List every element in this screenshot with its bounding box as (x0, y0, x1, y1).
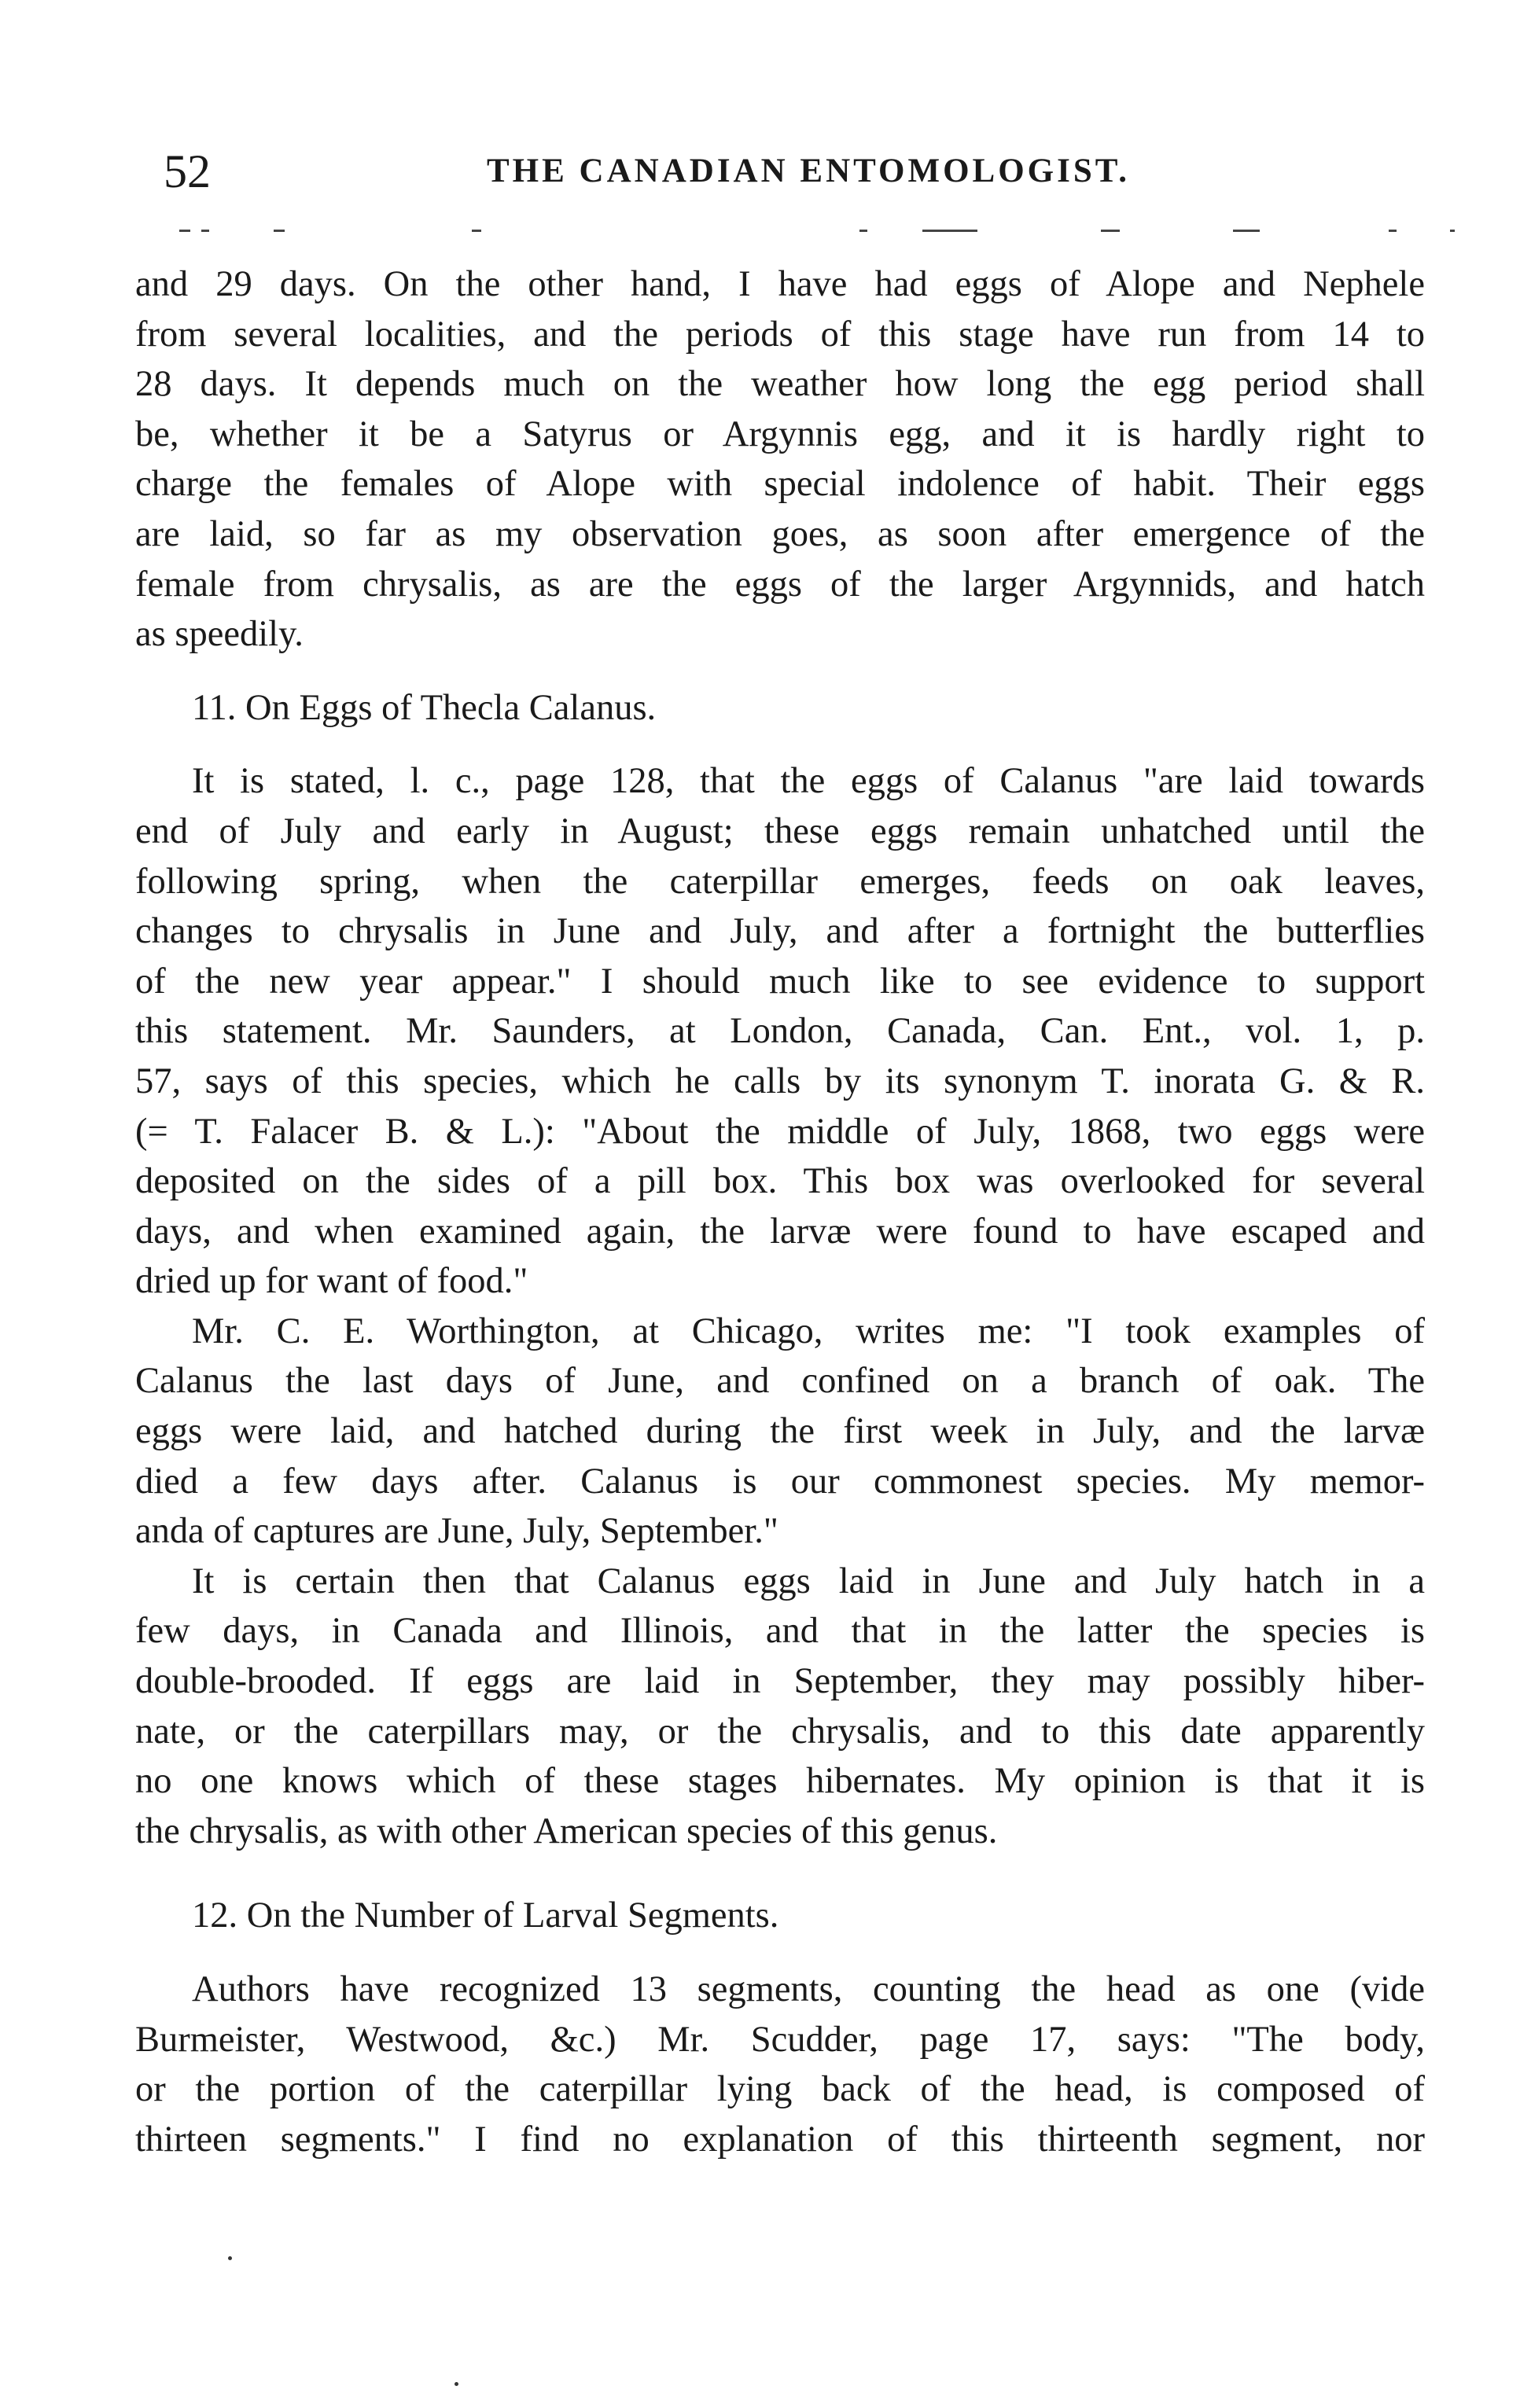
text-line: female from chrysalis, as are the eggs of the larger Argynnids, and hatch (135, 564, 1425, 605)
text-line: few days, in Canada and Illinois, and that in the latter the species is (135, 1611, 1425, 1652)
text-line: the chrysalis, as with other American species of this genus. (135, 1811, 998, 1851)
text-line: 28 days. It depends much on the weather how long the egg period shall (135, 364, 1425, 405)
text-line: double-brooded. If eggs are laid in September, they may possibly hiber- (135, 1661, 1425, 1702)
text-line: Mr. C. E. Worthington, at Chicago, writes me: "I took examples of (192, 1311, 1425, 1351)
text-line: be, whether it be a Satyrus or Argynnis egg, and it is hardly right to (135, 414, 1425, 454)
article-body (135, 259, 1425, 2164)
text-line: (= T. Falacer B. & L.): "About the middle of July, 1868, two eggs were (135, 1111, 1425, 1152)
text-line: this statement. Mr. Saunders, at London, Canada, Can. Ent., vol. 1, p. (135, 1011, 1425, 1052)
section-heading-11: 11. On Eggs of Thecla Calanus. (192, 687, 657, 728)
scan-speck (455, 2382, 458, 2386)
text-line: It is stated, l. c., page 128, that the eggs of Calanus "are laid towards (192, 761, 1425, 802)
running-title: THE CANADIAN ENTOMOLOGIST. (487, 153, 1130, 189)
text-line: end of July and early in August; these eggs remain unhatched until the (135, 811, 1425, 851)
text-line: deposited on the sides of a pill box. This box was overlooked for several (135, 1161, 1425, 1202)
section-heading-12: 12. On the Number of Larval Segments. (192, 1895, 779, 1936)
text-line: died a few days after. Calanus is our commonest species. My memor- (135, 1461, 1425, 1502)
text-line: Burmeister, Westwood, &c.) Mr. Scudder, page 17, says: "The body, (135, 2019, 1425, 2060)
text-line: anda of captures are June, July, September." (135, 1511, 778, 1552)
text-line: thirteen segments." I find no explanation of this thirteenth segment, nor (135, 2119, 1425, 2160)
header-rule (164, 228, 1453, 234)
text-line: dried up for want of food." (135, 1261, 528, 1302)
text-line: are laid, so far as my observation goes, as soon after emergence of the (135, 513, 1425, 554)
text-line: 57, says of this species, which he calls by its synonym T. inorata G. & R. (135, 1061, 1425, 1101)
text-line: charge the females of Alope with special indolence of habit. Their eggs (135, 464, 1425, 505)
text-line: Calanus the last days of June, and confined on a branch of oak. The (135, 1361, 1425, 1402)
text-line: following spring, when the caterpillar emerges, feeds on oak leaves, (135, 861, 1425, 902)
text-line: and 29 days. On the other hand, I have had eggs of Alope and Nephele (135, 264, 1425, 304)
text-line: no one knows which of these stages hibernates. My opinion is that it is (135, 1761, 1425, 1802)
text-line: It is certain then that Calanus eggs laid in June and July hatch in a (192, 1561, 1425, 1601)
text-line: days, and when examined again, the larvæ were found to have escaped and (135, 1211, 1425, 1252)
text-line: Authors have recognized 13 segments, counting the head as one (vide (192, 1969, 1425, 2009)
text-line: eggs were laid, and hatched during the first week in July, and the larvæ (135, 1411, 1425, 1452)
text-line: nate, or the caterpillars may, or the chrysalis, and to this date apparently (135, 1711, 1425, 1752)
page-header (164, 140, 1453, 203)
scan-speck (228, 2256, 232, 2260)
text-line: changes to chrysalis in June and July, and after a fortnight the butterflies (135, 911, 1425, 952)
text-line: as speedily. (135, 614, 304, 655)
text-line: or the portion of the caterpillar lying back of the head, is composed of (135, 2069, 1425, 2110)
text-line: from several localities, and the periods of this stage have run from 14 to (135, 314, 1425, 355)
page-number: 52 (164, 145, 211, 197)
text-line: of the new year appear." I should much like to see evidence to support (135, 961, 1425, 1002)
